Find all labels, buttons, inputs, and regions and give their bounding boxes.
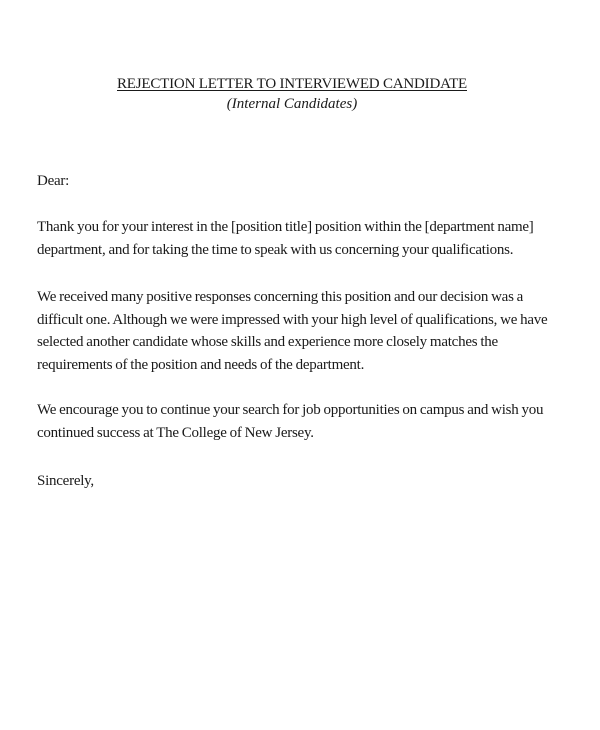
paragraph-decision: We received many positive responses concerning this position and our decision was a difficult one. Although we were impressed with your high level of qualifications, we have selected another candidate whose skills and experience more closely matches the requirements of the position and needs of the department.: [37, 289, 548, 373]
letter-title: REJECTION LETTER TO INTERVIEWED CANDIDATE: [117, 76, 467, 92]
salutation: Dear:: [37, 173, 70, 189]
letter-subtitle: (Internal Candidates): [226, 96, 358, 112]
letter-header: [0, 74, 600, 114]
paragraph-thank-you: Thank you for your interest in the [position title] position within the [department name] department, and for taking the time to speak with us concerning your qualifications.: [37, 219, 534, 258]
paragraph-encouragement: We encourage you to continue your search for job opportunities on campus and wish you continued success at The College of New Jersey.: [37, 402, 544, 441]
closing: Sincerely,: [37, 473, 94, 489]
